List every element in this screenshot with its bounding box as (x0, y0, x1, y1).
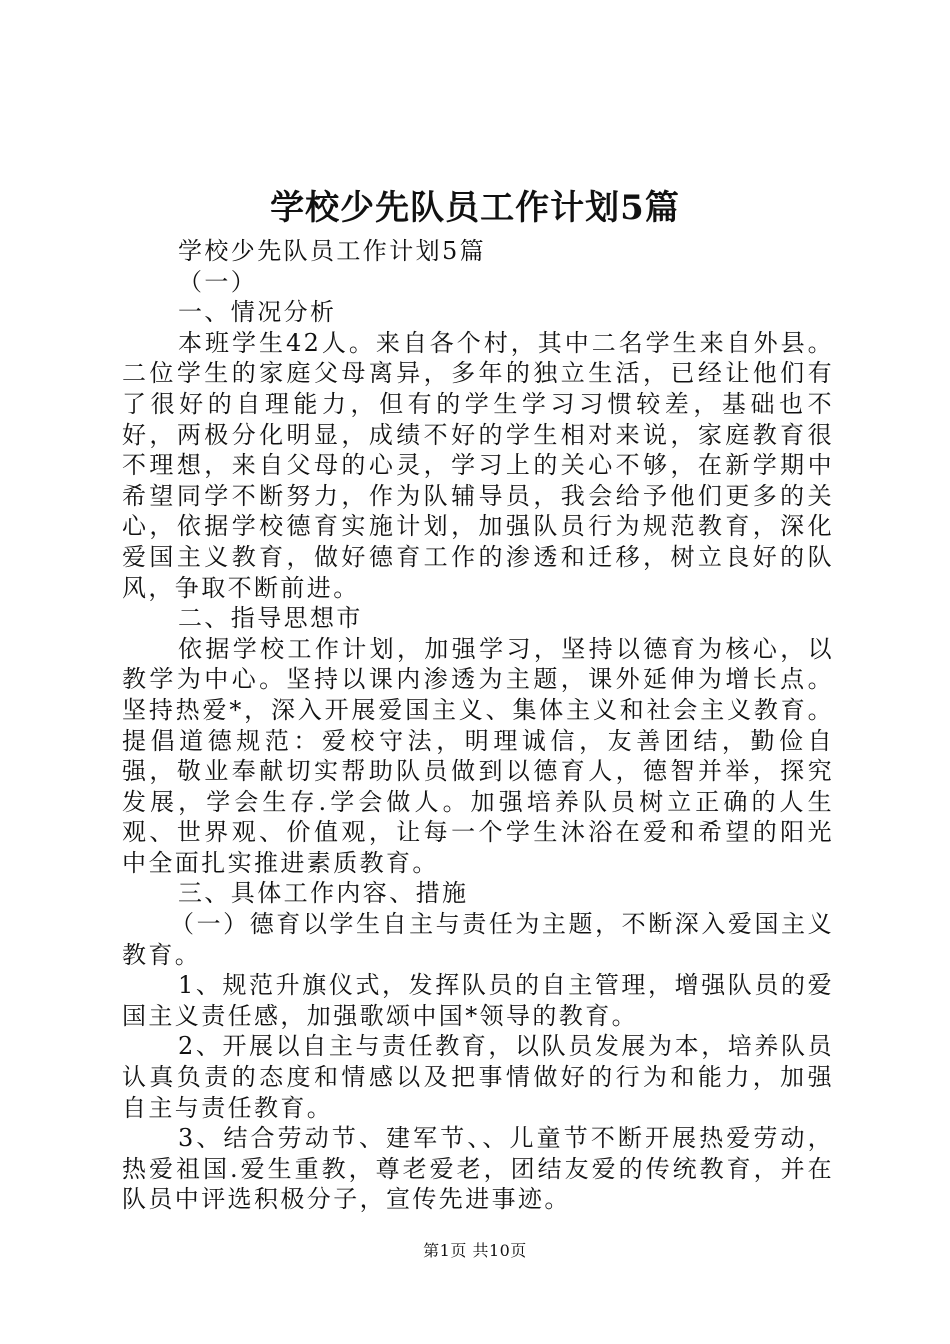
list-item-3: 3、结合劳动节、建军节、、儿童节不断开展热爱劳动，热爱祖国.爱生重教，尊老爱老，团结友爱的传统教育，并在队员中评选积极分子，宣传先进事迹。 (122, 1124, 834, 1214)
document-body (122, 236, 834, 1215)
subtitle-paragraph: 学校少先队员工作计划5篇 (178, 237, 487, 265)
list-item-1: 1、规范升旗仪式，发挥队员的自主管理，增强队员的爱国主义责任感，加强歌颂中国*领导的教育。 (122, 971, 834, 1030)
section-number-paragraph: （一） (178, 267, 258, 296)
paragraph-guiding-thought: 依据学校工作计划，加强学习，坚持以德育为核心，以教学为中心。坚持以课内渗透为主题，课外延伸为增长点。坚持热爱*，深入开展爱国主义、集体主义和社会主义教育。提倡道德规范：爱校守法，明理诚信，友善团结，勤俭自强，敬业奉献切实帮助队员做到以德育人，德智并举，探究发展，学会生存.学会做人。加强培养队员树立正确的人生观、世界观、价值观，让每一个学生沐浴在爱和希望的阳光中全面扎实推进素质教育。 (122, 634, 834, 877)
heading-situation-analysis: 一、情况分析 (178, 298, 337, 327)
document-title: 学校少先队员工作计划5篇 (270, 188, 680, 228)
list-item-2: 2、开展以自主与责任教育，以队员发展为本，培养队员认真负责的态度和情感以及把事情做好的行为和能力，加强自主与责任教育。 (122, 1032, 834, 1122)
heading-guiding-thought: 二、指导思想市 (178, 604, 363, 633)
heading-work-content: 三、具体工作内容、措施 (178, 879, 469, 908)
page-footer: 第1页 共10页 (423, 1241, 527, 1260)
paragraph-situation: 本班学生42人。来自各个村，其中二名学生来自外县。二位学生的家庭父母离异，多年的独立生活，已经让他们有了很好的自理能力，但有的学生学习习惯较差，基础也不好，两极分化明显，成绩不好的学生相对来说，家庭教育很不理想，来自父母的心灵，学习上的关心不够，在新学期中希望同学不断努力，作为队辅导员，我会给予他们更多的关心，依据学校德育实施计划，加强队员行为规范教育，深化爱国主义教育，做好德育工作的渗透和迁移，树立良好的队风，争取不断前进。 (122, 328, 834, 602)
paragraph-moral-education: （一）德育以学生自主与责任为主题，不断深入爱国主义教育。 (122, 910, 834, 969)
